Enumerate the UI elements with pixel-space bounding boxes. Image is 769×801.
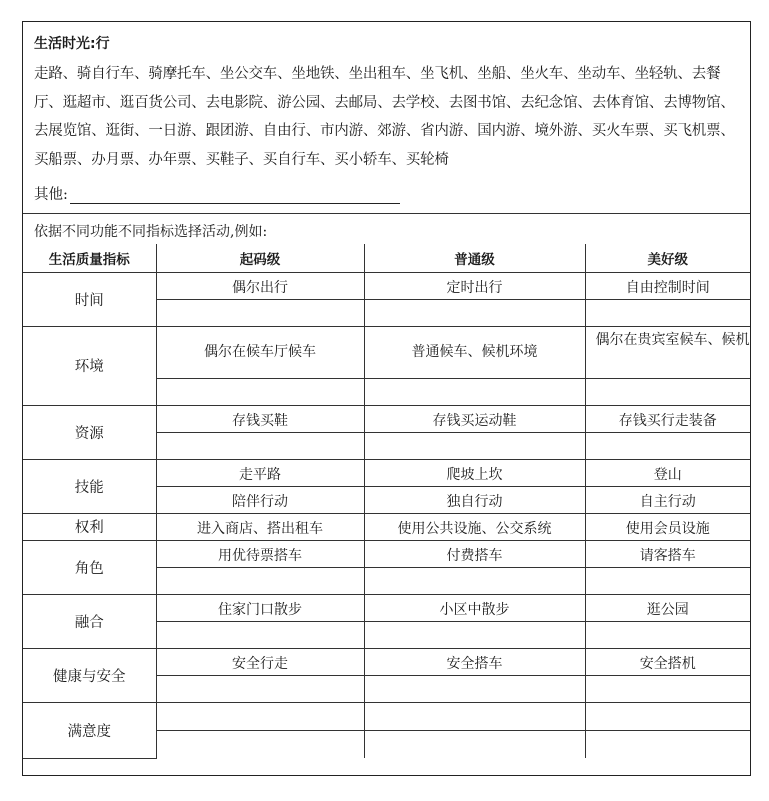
basic-level-cell: 偶尔在候车厅候车 bbox=[156, 326, 364, 378]
table-row bbox=[23, 540, 750, 567]
basic-level-cell bbox=[156, 621, 364, 648]
normal-level-cell: 小区中散步 bbox=[364, 594, 585, 621]
table-row bbox=[23, 405, 750, 432]
indicator-cell: 时间 bbox=[23, 272, 156, 326]
good-level-cell bbox=[585, 378, 750, 405]
good-level-cell: 逛公园 bbox=[585, 594, 750, 621]
indicator-cell: 技能 bbox=[23, 459, 156, 513]
indicator-cell: 健康与安全 bbox=[23, 648, 156, 702]
normal-level-cell: 爬坡上坎 bbox=[364, 459, 585, 486]
normal-level-cell bbox=[364, 730, 585, 758]
table-row bbox=[23, 459, 750, 486]
normal-level-cell bbox=[364, 702, 585, 730]
normal-level-cell: 独自行动 bbox=[364, 486, 585, 513]
good-level-cell bbox=[585, 432, 750, 459]
quality-indicator-table bbox=[23, 244, 750, 759]
normal-level-cell bbox=[364, 432, 585, 459]
section-heading: 生活时光:行 bbox=[34, 36, 110, 52]
indicator-cell: 环境 bbox=[23, 326, 156, 405]
normal-level-cell bbox=[364, 299, 585, 326]
table-row bbox=[23, 594, 750, 621]
indicator-cell: 满意度 bbox=[23, 702, 156, 758]
normal-level-cell: 定时出行 bbox=[364, 272, 585, 299]
good-level-cell bbox=[585, 702, 750, 730]
basic-level-cell bbox=[156, 432, 364, 459]
indicator-cell: 融合 bbox=[23, 594, 156, 648]
good-level-cell: 登山 bbox=[585, 459, 750, 486]
table-row bbox=[23, 648, 750, 675]
good-level-cell bbox=[585, 621, 750, 648]
good-level-cell: 请客搭车 bbox=[585, 540, 750, 567]
other-field bbox=[34, 183, 400, 204]
good-level-cell bbox=[585, 675, 750, 702]
good-level-cell bbox=[585, 567, 750, 594]
basic-level-cell: 进入商店、搭出租车 bbox=[156, 513, 364, 540]
good-level-cell bbox=[585, 730, 750, 758]
basic-level-cell bbox=[156, 378, 364, 405]
header-normal-level: 普通级 bbox=[364, 244, 585, 272]
other-blank-line bbox=[70, 189, 400, 204]
good-level-cell: 安全搭机 bbox=[585, 648, 750, 675]
worksheet bbox=[22, 21, 751, 776]
other-label: 其他: bbox=[34, 187, 68, 203]
basic-level-cell: 用优待票搭车 bbox=[156, 540, 364, 567]
normal-level-cell bbox=[364, 567, 585, 594]
normal-level-cell: 普通候车、候机环境 bbox=[364, 326, 585, 378]
normal-level-cell: 存钱买运动鞋 bbox=[364, 405, 585, 432]
good-level-cell: 自由控制时间 bbox=[585, 272, 750, 299]
good-level-cell: 自主行动 bbox=[585, 486, 750, 513]
basic-level-cell bbox=[156, 299, 364, 326]
basic-level-cell bbox=[156, 567, 364, 594]
basic-level-cell bbox=[156, 730, 364, 758]
basic-level-cell: 偶尔出行 bbox=[156, 272, 364, 299]
intro-section bbox=[23, 22, 750, 214]
basic-level-cell: 存钱买鞋 bbox=[156, 405, 364, 432]
table-row bbox=[23, 326, 750, 378]
normal-level-cell bbox=[364, 378, 585, 405]
indicator-cell: 权利 bbox=[23, 513, 156, 540]
basic-level-cell: 陪伴行动 bbox=[156, 486, 364, 513]
header-indicator: 生活质量指标 bbox=[23, 244, 156, 272]
header-basic-level: 起码级 bbox=[156, 244, 364, 272]
good-level-cell: 使用会员设施 bbox=[585, 513, 750, 540]
normal-level-cell: 使用公共设施、公交系统 bbox=[364, 513, 585, 540]
activities-list: 走路、骑自行车、骑摩托车、坐公交车、坐地铁、坐出租车、坐飞机、坐船、坐火车、坐动车、坐轻轨、去餐厅、逛超市、逛百货公司、去电影院、游公园、去邮局、去学校、去图书馆、去纪念馆、去体育馆、去博物馆、去展览馆、逛街、一日游、跟团游、自由行、市内游、郊游、省内游、国内游、境外游、买火车票、买飞机票、买船票、办月票、办年票、买鞋子、买自行车、买小轿车、买轮椅 bbox=[34, 66, 735, 168]
basic-level-cell bbox=[156, 675, 364, 702]
basic-level-cell: 走平路 bbox=[156, 459, 364, 486]
good-level-cell: 存钱买行走装备 bbox=[585, 405, 750, 432]
normal-level-cell bbox=[364, 675, 585, 702]
indicator-cell: 角色 bbox=[23, 540, 156, 594]
good-level-cell: 偶尔在贵宾室候车、候机 bbox=[585, 326, 750, 378]
normal-level-cell: 安全搭车 bbox=[364, 648, 585, 675]
basic-level-cell: 安全行走 bbox=[156, 648, 364, 675]
table-row bbox=[23, 702, 750, 730]
table-row bbox=[23, 272, 750, 299]
indicator-cell: 资源 bbox=[23, 405, 156, 459]
basic-level-cell: 住家门口散步 bbox=[156, 594, 364, 621]
normal-level-cell bbox=[364, 621, 585, 648]
good-level-cell bbox=[585, 299, 750, 326]
normal-level-cell: 付费搭车 bbox=[364, 540, 585, 567]
basic-level-cell bbox=[156, 702, 364, 730]
header-good-level: 美好级 bbox=[585, 244, 750, 272]
table-row bbox=[23, 513, 750, 540]
example-caption: 依据不同功能不同指标选择活动,例如: bbox=[34, 224, 268, 240]
table-header-row bbox=[23, 244, 750, 272]
